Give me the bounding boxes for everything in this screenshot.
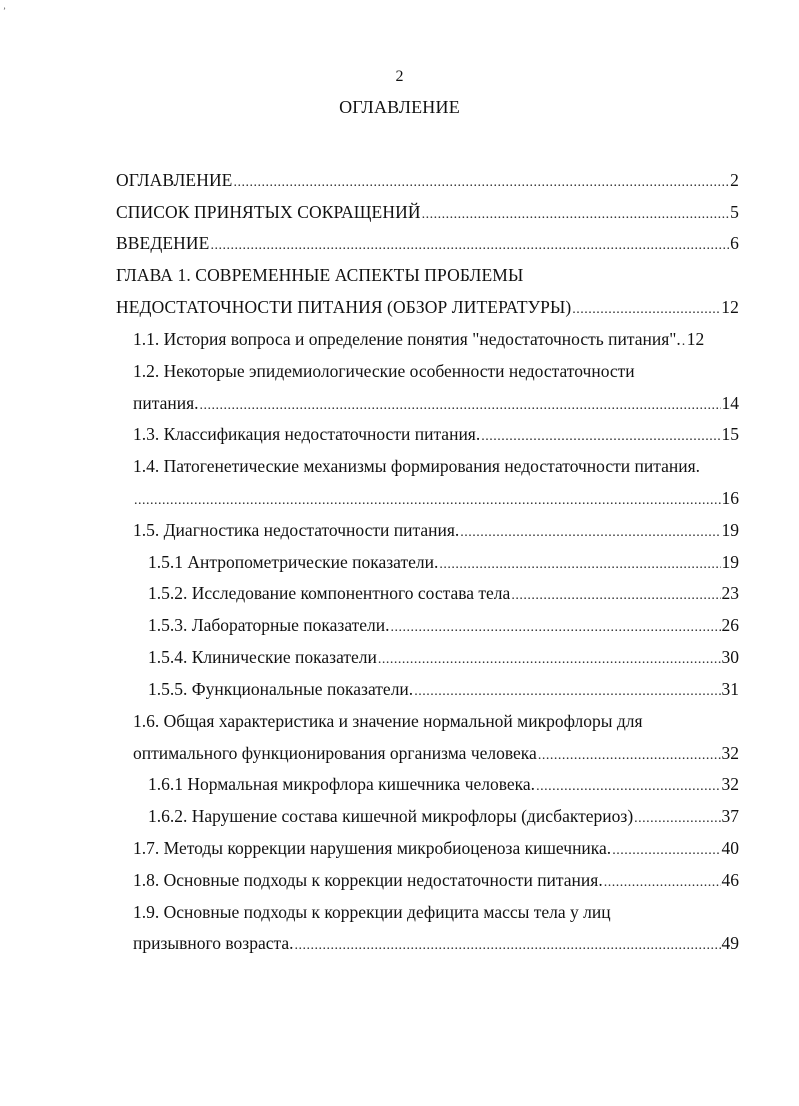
toc-entry-page: 19 <box>721 552 739 572</box>
toc-entry[interactable] <box>148 548 739 576</box>
toc-entry[interactable] <box>116 229 739 257</box>
toc-entry-title: 1.5.2. Исследование компонентного состава тела <box>148 583 511 603</box>
toc-entry-page: 30 <box>721 647 739 667</box>
toc-entry-title: оптимального функционирования организма человека <box>133 743 537 763</box>
toc-entry-title: 1.1. История вопроса и определение понятия "недостаточность питания". <box>133 329 681 349</box>
toc-entry-title: ГЛАВА 1. СОВРЕМЕННЫЕ АСПЕКТЫ ПРОБЛЕМЫ <box>116 265 524 285</box>
toc-entry-page: 26 <box>721 615 739 635</box>
toc-entry-title: 1.2. Некоторые эпидемиологические особенности недостаточности <box>133 361 635 381</box>
toc-entry[interactable] <box>133 739 739 767</box>
toc-leader-dots <box>536 773 720 801</box>
toc-leader-dots <box>378 646 721 674</box>
toc-entry-page: 32 <box>721 774 739 794</box>
toc-entry-page: 32 <box>721 743 739 763</box>
toc-entry[interactable] <box>133 929 739 957</box>
toc-entry[interactable] <box>133 357 739 385</box>
toc-entry[interactable] <box>133 325 739 353</box>
toc-leader-dots <box>682 328 686 356</box>
toc-leader-dots <box>422 201 730 229</box>
toc-entry-title: 1.5.1 Антропометрические показатели. <box>148 552 439 572</box>
toc-entry-title: 1.8. Основные подходы к коррекции недостаточности питания. <box>133 870 603 890</box>
toc-entry-title: питания. <box>133 393 199 413</box>
toc-entry-title: 1.6. Общая характеристика и значение нормальной микрофлоры для <box>133 711 643 731</box>
toc-entry-title: 1.5.3. Лабораторные показатели. <box>148 615 390 635</box>
toc-entry-page: 19 <box>721 520 739 540</box>
toc-entry[interactable] <box>116 166 739 194</box>
toc-entry-title: 1.5.5. Функциональные показатели. <box>148 679 414 699</box>
toc-entry-title: ВВЕДЕНИЕ <box>116 233 210 253</box>
toc-entry-page: 23 <box>721 583 739 603</box>
toc-entry-title: 1.5.4. Клинические показатели <box>148 647 377 667</box>
toc-entry-title: 1.5. Диагностика недостаточности питания. <box>133 520 460 540</box>
toc-leader-dots <box>200 392 721 420</box>
toc-entry-page: 2 <box>730 170 739 190</box>
toc-entry-title: 1.6.2. Нарушение состава кишечной микрофлоры (дисбактериоз) <box>148 806 634 826</box>
toc-entry[interactable] <box>133 707 739 735</box>
toc-leader-dots <box>295 932 721 960</box>
toc-entry-page: 46 <box>721 870 739 890</box>
toc-entry-title: 1.4. Патогенетические механизмы формирования недостаточности питания. <box>133 456 701 476</box>
toc-entry[interactable] <box>133 389 739 417</box>
toc-leader-dots <box>210 232 729 260</box>
toc-leader-dots <box>134 487 721 515</box>
toc-entry[interactable] <box>116 261 739 289</box>
toc-entry-title: 1.3. Классификация недостаточности питания. <box>133 424 481 444</box>
toc-leader-dots <box>439 551 720 579</box>
toc-entry-page: 15 <box>721 424 739 444</box>
toc-leader-dots <box>634 805 720 833</box>
toc-entry-page: 12 <box>686 329 705 349</box>
toc-leader-dots <box>604 869 721 897</box>
toc-entry-page: 40 <box>721 838 739 858</box>
toc-entry[interactable] <box>133 484 739 512</box>
toc-entry[interactable] <box>133 452 744 480</box>
toc-leader-dots <box>511 582 720 610</box>
toc-entry-page: 6 <box>730 233 739 253</box>
toc-entry-page: 49 <box>721 933 739 953</box>
toc-entry[interactable] <box>133 420 739 448</box>
toc-leader-dots <box>612 837 720 865</box>
toc-entry-page: 31 <box>721 679 739 699</box>
toc-entry-title: 1.7. Методы коррекции нарушения микробиоценоза кишечника. <box>133 838 612 858</box>
toc-entry[interactable] <box>148 579 739 607</box>
scan-corner-mark: ʼ <box>3 6 6 16</box>
toc-entry-page: 14 <box>721 393 739 413</box>
toc-leader-dots <box>572 296 720 324</box>
toc-entry-title: СПИСОК ПРИНЯТЫХ СОКРАЩЕНИЙ <box>116 202 421 222</box>
page-number: 2 <box>395 68 404 85</box>
toc-entry[interactable] <box>148 611 739 639</box>
toc-leader-dots <box>481 423 720 451</box>
toc-entry-title: НЕДОСТАТОЧНОСТИ ПИТАНИЯ (ОБЗОР ЛИТЕРАТУРЫ) <box>116 297 572 317</box>
toc-entry[interactable] <box>133 866 739 894</box>
toc-leader-dots <box>538 742 721 770</box>
toc-entry[interactable] <box>133 516 739 544</box>
toc-entry[interactable] <box>148 643 739 671</box>
toc-leader-dots <box>460 519 720 547</box>
toc-entry-title: ОГЛАВЛЕНИЕ <box>116 170 233 190</box>
toc-entry[interactable] <box>148 675 739 703</box>
page-title: ОГЛАВЛЕНИЕ <box>339 97 460 117</box>
toc-entry-page: 5 <box>730 202 739 222</box>
toc-leader-dots <box>391 614 721 642</box>
toc-entry-title: 1.6.1 Нормальная микрофлора кишечника человека. <box>148 774 536 794</box>
toc-entry-title: 1.9. Основные подходы к коррекции дефицита массы тела у лиц <box>133 902 611 922</box>
toc-entry[interactable] <box>148 770 739 798</box>
toc-entry[interactable] <box>133 834 739 862</box>
toc-entry-page: 12 <box>721 297 739 317</box>
toc-entry-title: призывного возраста. <box>133 933 294 953</box>
toc-entry[interactable] <box>133 898 739 926</box>
toc-leader-dots <box>414 678 720 706</box>
toc-leader-dots <box>233 169 729 197</box>
toc-entry[interactable] <box>116 198 739 226</box>
toc-entry-page: 37 <box>721 806 739 826</box>
toc-entry[interactable] <box>148 802 739 830</box>
toc-entry-page: 16 <box>721 488 739 508</box>
toc-entry[interactable] <box>116 293 739 321</box>
